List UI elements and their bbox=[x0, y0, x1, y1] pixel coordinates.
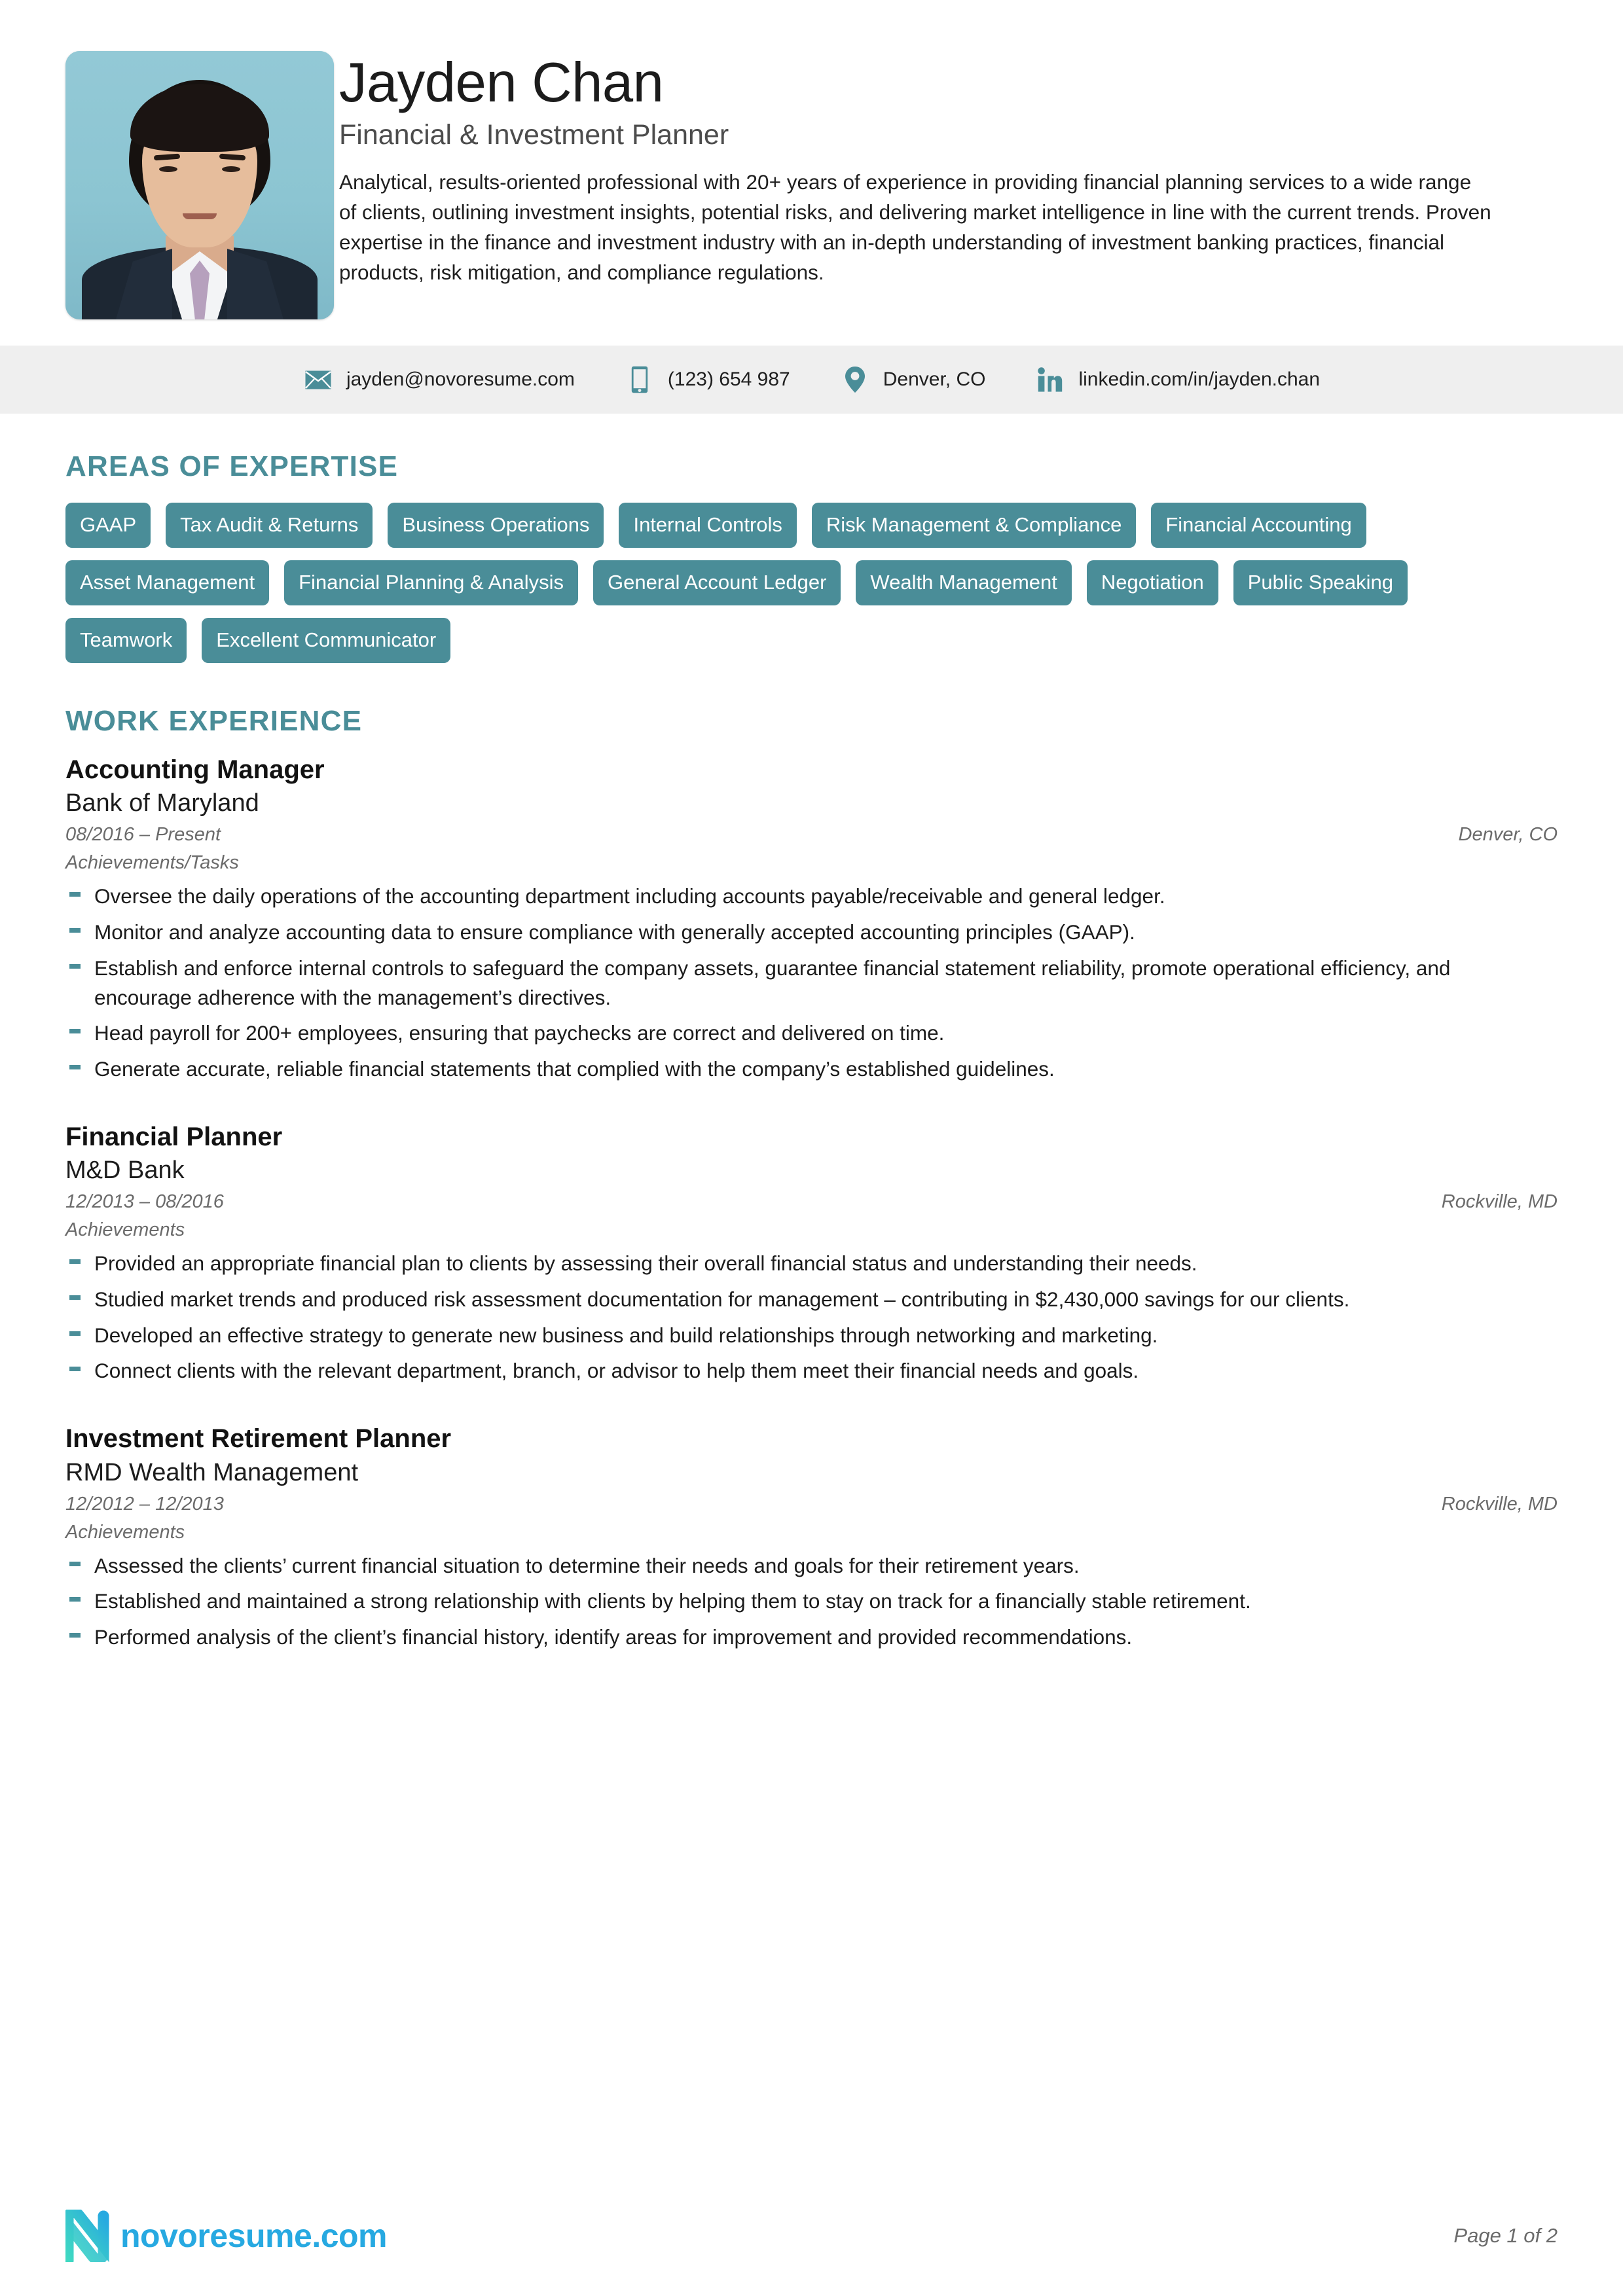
contact-phone-value: (123) 654 987 bbox=[667, 368, 790, 390]
job-bullet: Generate accurate, reliable financial statements that complied with the company’s established guidelines. bbox=[65, 1054, 1522, 1084]
expertise-tag: GAAP bbox=[65, 503, 151, 548]
photo-eye-right bbox=[222, 166, 240, 172]
expertise-tag: Asset Management bbox=[65, 560, 269, 605]
job-bullet: Establish and enforce internal controls to safeguard the company assets, guarantee financial statement reliability, promote operational efficiency, and encourage adherence with the management’s directives. bbox=[65, 954, 1522, 1012]
section-title-expertise: AREAS OF EXPERTISE bbox=[65, 450, 399, 482]
job-bullet: Monitor and analyze accounting data to ensure compliance with generally accepted accounting principles (GAAP). bbox=[65, 918, 1522, 947]
job-title: Financial Planner bbox=[65, 1122, 283, 1151]
candidate-name: Jayden Chan bbox=[339, 52, 664, 114]
job-company: RMD Wealth Management bbox=[65, 1458, 359, 1486]
contact-email-value: jayden@novoresume.com bbox=[346, 368, 575, 390]
novoresume-logo-text: novoresume.com bbox=[120, 2217, 388, 2254]
phone-icon bbox=[625, 365, 655, 394]
expertise-tag: Wealth Management bbox=[856, 560, 1071, 605]
contact-email[interactable] bbox=[303, 365, 575, 394]
expertise-tag: Business Operations bbox=[388, 503, 604, 548]
novoresume-mark-icon bbox=[65, 2210, 114, 2262]
job-dates: 12/2013 – 08/2016 bbox=[65, 1191, 224, 1213]
job-dates: 12/2012 – 12/2013 bbox=[65, 1493, 224, 1515]
resume-header bbox=[0, 0, 1623, 319]
job-location: Rockville, MD bbox=[1441, 1493, 1558, 1515]
expertise-tag: Negotiation bbox=[1087, 560, 1218, 605]
job-location: Rockville, MD bbox=[1441, 1191, 1558, 1213]
job-location: Denver, CO bbox=[1458, 824, 1558, 846]
job-subheading: Achievements bbox=[65, 1521, 185, 1543]
job-bullet: Provided an appropriate financial plan to clients by assessing their overall financial status and understanding their needs. bbox=[65, 1249, 1522, 1278]
photo-eye-left bbox=[159, 166, 177, 172]
header-text-block bbox=[339, 51, 1558, 288]
novoresume-logo[interactable] bbox=[65, 2210, 387, 2262]
job-bullet: Developed an effective strategy to generate new business and build relationships through networking and marketing. bbox=[65, 1321, 1522, 1350]
job-bullet: Assessed the clients’ current financial situation to determine their needs and goals for their retirement years. bbox=[65, 1551, 1522, 1581]
expertise-tag: Internal Controls bbox=[619, 503, 796, 548]
page-number: Page 1 of 2 bbox=[1453, 2224, 1558, 2247]
expertise-tag: Public Speaking bbox=[1233, 560, 1408, 605]
envelope-icon bbox=[303, 365, 333, 394]
profile-summary: Analytical, results-oriented professional with 20+ years of experience in providing financial planning services to a wide range of clients, outlining investment insights, potential risks, and delivering market intelligence in line with the current trends. Proven expertise in the finance and investment industry with an in-depth understanding of investment banking practices, financial products, risk mitigation, and compliance regulations. bbox=[339, 170, 1491, 285]
work-experience-entry bbox=[65, 1122, 1558, 1386]
expertise-tag: Excellent Communicator bbox=[202, 618, 450, 663]
candidate-job-title: Financial & Investment Planner bbox=[339, 119, 729, 151]
location-pin-icon bbox=[840, 365, 870, 394]
linkedin-icon bbox=[1035, 365, 1065, 394]
contact-location[interactable] bbox=[840, 365, 986, 394]
contact-location-value: Denver, CO bbox=[883, 368, 986, 390]
expertise-tag: Financial Accounting bbox=[1151, 503, 1366, 548]
job-bullet-list bbox=[65, 1249, 1558, 1386]
work-experience-entry bbox=[65, 1424, 1558, 1652]
job-bullet: Established and maintained a strong relationship with clients by helping them to stay on track for a financially stable retirement. bbox=[65, 1587, 1522, 1616]
job-company: M&D Bank bbox=[65, 1157, 185, 1185]
job-subheading: Achievements bbox=[65, 1219, 185, 1241]
job-meta bbox=[65, 824, 1558, 846]
expertise-tag-list bbox=[65, 503, 1493, 663]
expertise-tag: General Account Ledger bbox=[593, 560, 841, 605]
photo-container bbox=[65, 51, 339, 319]
expertise-tag: Financial Planning & Analysis bbox=[284, 560, 578, 605]
resume-body bbox=[0, 450, 1623, 1652]
job-title: Investment Retirement Planner bbox=[65, 1424, 452, 1454]
job-bullet: Oversee the daily operations of the accounting department including accounts payable/receivable and general ledger. bbox=[65, 882, 1522, 911]
job-bullet-list bbox=[65, 882, 1558, 1083]
expertise-tag: Risk Management & Compliance bbox=[812, 503, 1136, 548]
job-subheading: Achievements/Tasks bbox=[65, 852, 239, 874]
contact-linkedin-value: linkedin.com/in/jayden.chan bbox=[1078, 368, 1321, 390]
job-company: Bank of Maryland bbox=[65, 789, 259, 817]
expertise-tag: Teamwork bbox=[65, 618, 187, 663]
job-bullet-list bbox=[65, 1551, 1558, 1652]
job-title: Accounting Manager bbox=[65, 755, 325, 784]
expertise-tag: Tax Audit & Returns bbox=[166, 503, 373, 548]
job-bullet: Performed analysis of the client’s financial history, identify areas for improvement and provided recommendations. bbox=[65, 1623, 1522, 1652]
page-footer bbox=[65, 2210, 1558, 2262]
job-meta bbox=[65, 1191, 1558, 1213]
job-meta bbox=[65, 1494, 1558, 1515]
contact-phone[interactable] bbox=[625, 365, 790, 394]
contact-linkedin[interactable] bbox=[1035, 365, 1320, 394]
job-bullet: Head payroll for 200+ employees, ensuring that paychecks are correct and delivered on time. bbox=[65, 1018, 1522, 1048]
photo-mouth bbox=[183, 213, 217, 219]
job-bullet: Connect clients with the relevant department, branch, or advisor to help them meet their financial needs and goals. bbox=[65, 1356, 1522, 1386]
work-experience-entry bbox=[65, 755, 1558, 1084]
job-bullet: Studied market trends and produced risk assessment documentation for management – contributing in $2,430,000 savings for our clients. bbox=[65, 1285, 1522, 1314]
profile-photo bbox=[65, 51, 334, 319]
job-dates: 08/2016 – Present bbox=[65, 824, 221, 846]
section-title-work-experience: WORK EXPERIENCE bbox=[65, 705, 363, 737]
contact-bar bbox=[0, 346, 1623, 414]
